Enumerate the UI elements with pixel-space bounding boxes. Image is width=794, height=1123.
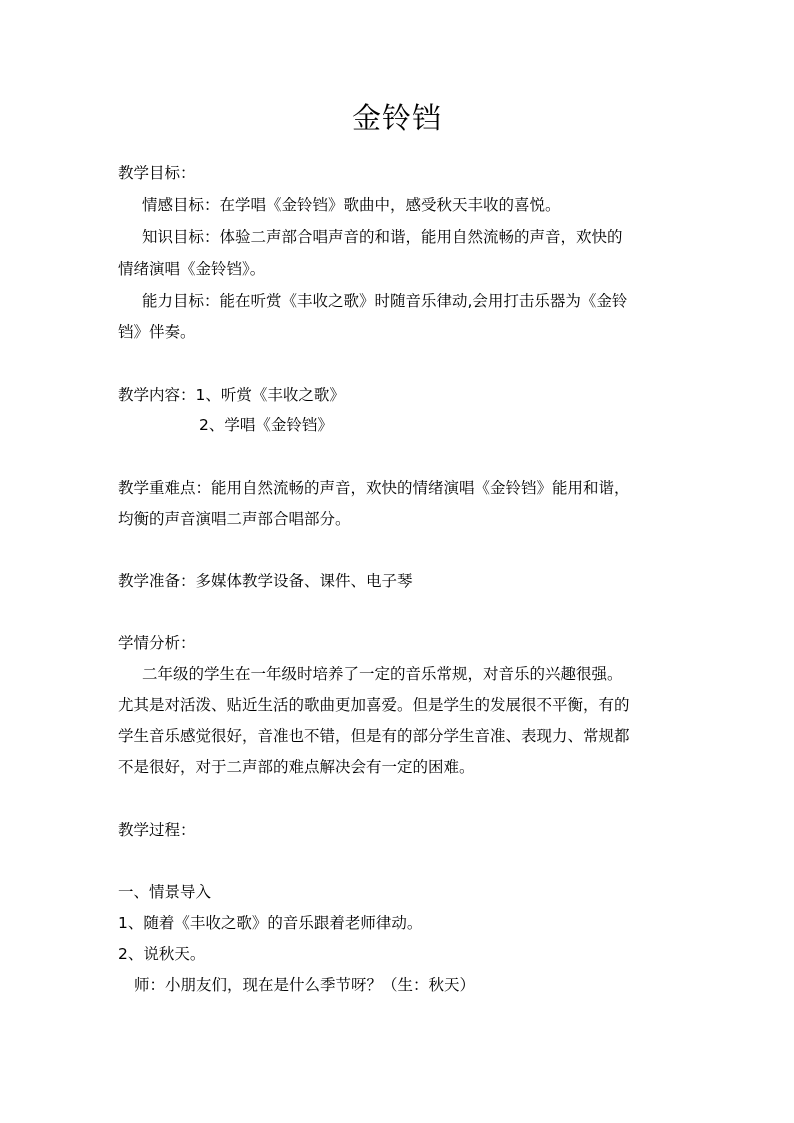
preparation-line: 教学准备：多媒体教学设备、课件、电子琴 — [118, 572, 413, 590]
content-line-1: 教学内容：1、听赏《丰收之歌》 — [118, 386, 345, 404]
document-title: 金铃铛 — [351, 101, 442, 135]
key-points-line-2: 均衡的声音演唱二声部合唱部分。 — [118, 510, 351, 528]
analysis-line-2: 尤其是对活泼、贴近生活的歌曲更加喜爱。但是学生的发展很不平衡，有的 — [118, 696, 630, 714]
content-line-2: 2、学唱《金铃铛》 — [199, 416, 333, 434]
process-dialogue-1: 师：小朋友们，现在是什么季节呀？（生：秋天） — [134, 976, 476, 994]
analysis-line-4: 不是很好，对于二声部的难点解决会有一定的困难。 — [118, 758, 475, 776]
analysis-heading: 学情分析： — [118, 634, 196, 652]
process-section-1: 一、情景导入 — [118, 883, 212, 901]
analysis-line-1: 二年级的学生在一年级时培养了一定的音乐常规，对音乐的兴趣很强。 — [142, 665, 623, 683]
goals-heading: 教学目标： — [118, 164, 196, 182]
goal-emotion: 情感目标：在学唱《金铃铛》歌曲中，感受秋天丰收的喜悦。 — [142, 196, 561, 214]
key-points-line-1: 教学重难点：能用自然流畅的声音，欢快的情绪演唱《金铃铛》能用和谐， — [118, 479, 630, 497]
analysis-line-3: 学生音乐感觉很好，音准也不错，但是有的部分学生音准、表现力、常规都 — [118, 727, 630, 745]
goal-knowledge-line-1: 知识目标：体验二声部合唱声音的和谐，能用自然流畅的声音，欢快的 — [142, 228, 623, 246]
goal-knowledge-line-2: 情绪演唱《金铃铛》。 — [118, 260, 266, 278]
process-heading: 教学过程： — [118, 821, 196, 839]
goal-ability-line-2: 铛》伴奏。 — [118, 323, 196, 341]
process-step-2: 2、说秋天。 — [118, 945, 206, 963]
goal-ability-line-1: 能力目标：能在听赏《丰收之歌》时随音乐律动,会用打击乐器为《金铃 — [142, 292, 628, 310]
process-step-1: 1、随着《丰收之歌》的音乐跟着老师律动。 — [118, 914, 423, 932]
